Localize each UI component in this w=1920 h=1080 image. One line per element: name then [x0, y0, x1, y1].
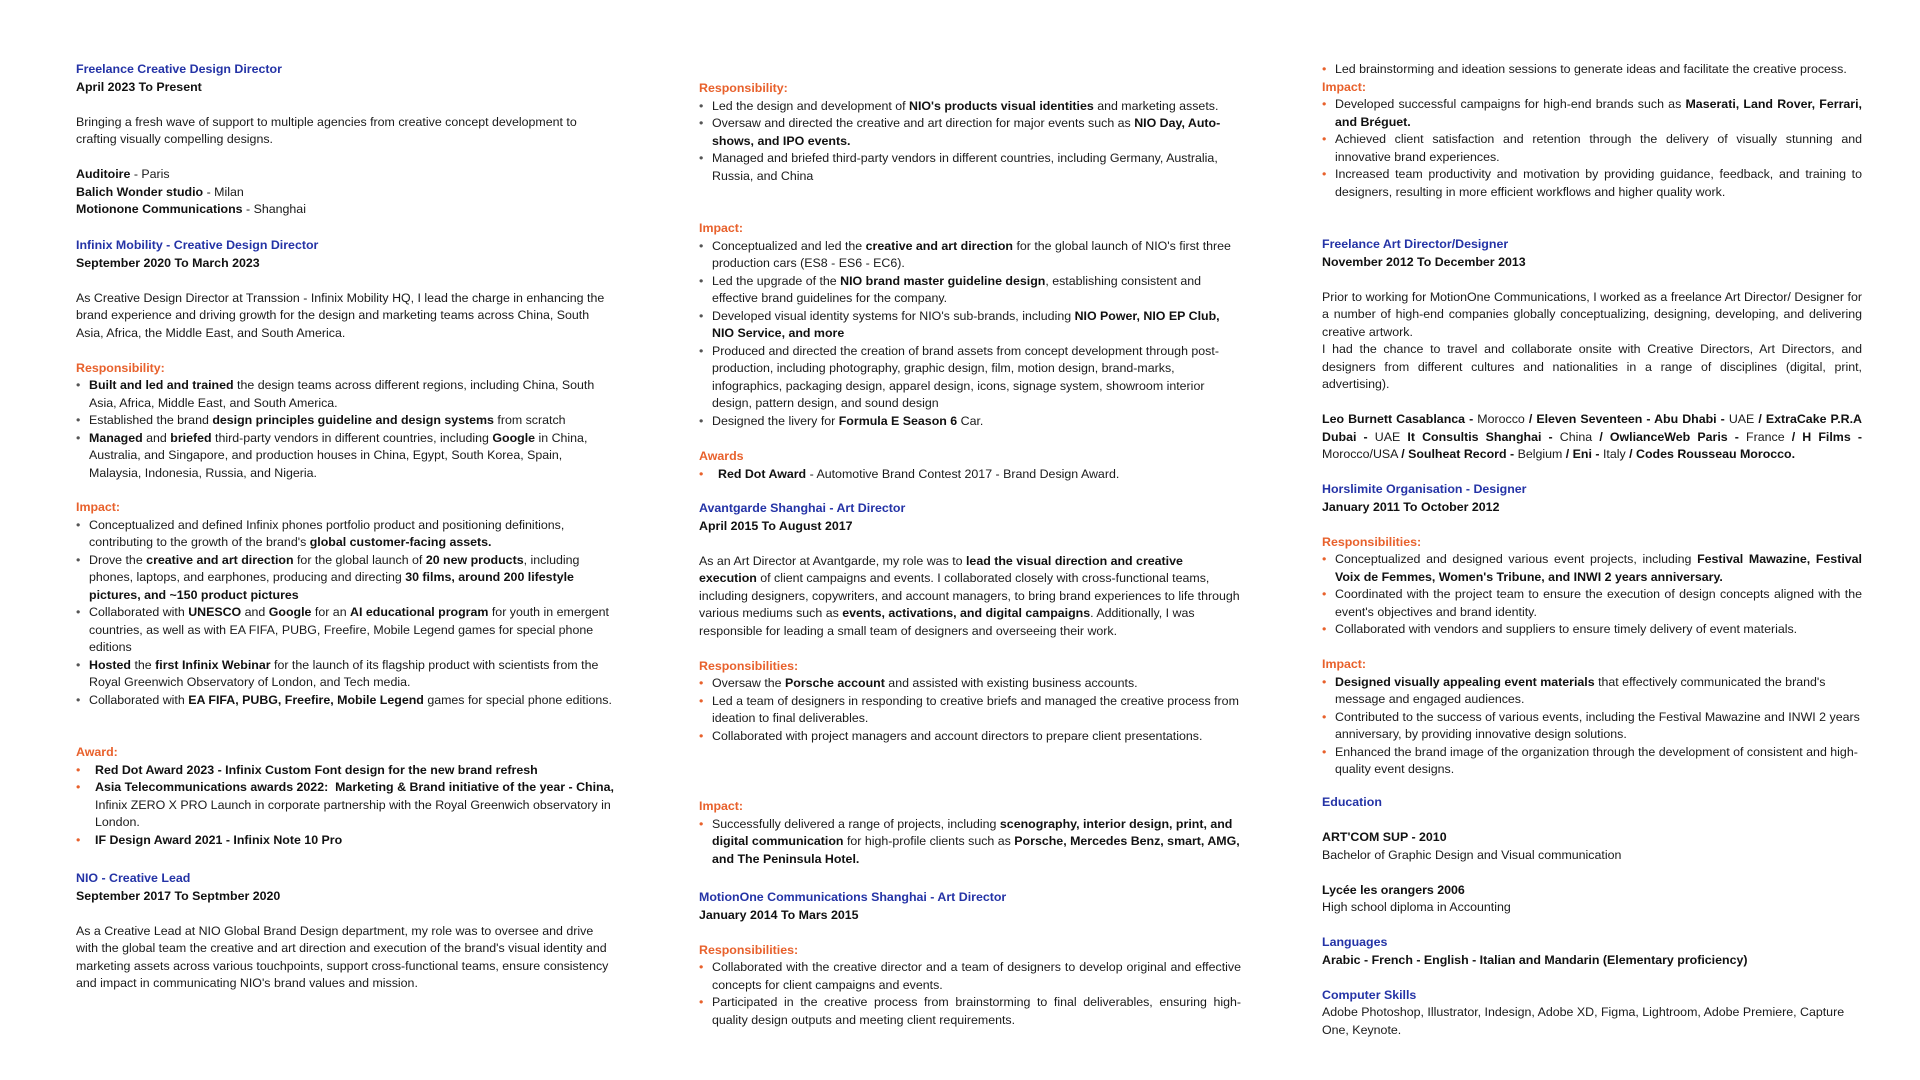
impact-list	[1322, 96, 1862, 201]
job-motionone	[699, 889, 1241, 1029]
responsibility-list	[1322, 551, 1862, 639]
client-location: - Paris	[130, 167, 170, 181]
job-date: April 2023 To Present	[76, 79, 202, 94]
responsibility-list	[699, 98, 1241, 186]
responsibility-list	[699, 959, 1241, 1029]
list-item: • Collaborated with vendors and suppliers to ensure timely delivery of event materials.	[1322, 621, 1862, 639]
list-item: • Conceptualized and designed various event projects, including Festival Mawazine, Festival Voix de Femmes, Women's Tribune, and INWI 2 years anniversary.	[1322, 551, 1862, 586]
list-item: • Red Dot Award 2023 - Infinix Custom Font design for the new brand refresh	[76, 762, 616, 780]
list-item: • Oversaw and directed the creative and art direction for major events such as NIO Day, Auto-shows, and IPO events.	[699, 115, 1241, 150]
job-title: NIO - Creative Lead	[76, 871, 191, 885]
responsibility-heading: Responsibility:	[76, 360, 165, 375]
impact-heading: Impact:	[699, 799, 744, 813]
nio-impact	[699, 220, 1241, 430]
list-item: • Asia Telecommunications awards 2022: Marketing & Brand initiative of the year - China, Infinix ZERO X PRO Launch in corporate partnership with the Royal Greenwich observatory in London.	[76, 779, 616, 832]
list-item: • Contributed to the success of various events, including the Festival Mawazine and INWI 2 years anniversary, by providing innovative design solutions.	[1322, 709, 1862, 744]
list-item: • Enhanced the brand image of the organization through the development of consistent and high-quality event designs.	[1322, 744, 1862, 779]
job-summary: Bringing a fresh wave of support to multiple agencies from creative concept development to crafting visually compelling designs.	[76, 114, 577, 146]
list-item: • Hosted the first Infinix Webinar for the launch of its flagship product with scientists from the Royal Greenwich Observatory of London, and Tech media.	[76, 657, 616, 692]
responsibility-list	[699, 675, 1241, 745]
client-name: Auditoire	[76, 167, 131, 181]
awards-heading: Awards	[699, 449, 744, 463]
client-item	[76, 201, 616, 219]
list-item: • Led brainstorming and ideation sessions to generate ideas and facilitate the creative process.	[1322, 61, 1862, 79]
list-item: • Participated in the creative process from brainstorming to final deliverables, ensuring high-quality design outputs and meeting client requirements.	[699, 994, 1241, 1029]
list-item: • Led a team of designers in responding to creative briefs and managed the creative process from ideation to final deliverables.	[699, 693, 1241, 728]
list-item: • Successfully delivered a range of projects, including scenography, interior design, print, and digital communication for high-profile clients such as Porsche, Mercedes Benz, smart, AMG, and The Peninsula Hotel.	[699, 816, 1241, 869]
job-horslimite	[1322, 481, 1862, 779]
languages-text: Arabic - French - English - Italian and Mandarin (Elementary proficiency)	[1322, 952, 1748, 967]
impact-list	[76, 517, 616, 710]
award-list	[76, 762, 616, 850]
impact-heading: Impact:	[699, 221, 744, 235]
motionone-continued	[1322, 61, 1862, 201]
impact-list	[699, 816, 1241, 869]
avantgarde-impact	[699, 798, 1241, 868]
school-2: Lycée les orangers 2006	[1322, 882, 1465, 897]
job-summary-2: I had the chance to travel and collaborate onsite with Creative Directors, Art Directors, and designers from different cultures and nationalities in a range of disciplines (digital, print, advertising).	[1322, 342, 1862, 391]
infinix-impact	[76, 499, 616, 709]
languages-heading: Languages	[1322, 935, 1388, 949]
responsibility-heading: Responsibility:	[699, 81, 788, 95]
job-title: Freelance Creative Design Director	[76, 62, 282, 76]
job-date: January 2014 To Mars 2015	[699, 907, 859, 922]
job-summary: As Creative Design Director at Transsion - Infinix Mobility HQ, I lead the charge in enhancing the brand experience and driving growth for the design and marketing teams across China, South Asia, Africa, the Middle East, and South America.	[76, 290, 605, 340]
job-title: MotionOne Communications Shanghai - Art Director	[699, 890, 1007, 904]
computer-skills-text: Adobe Photoshop, Illustrator, Indesign, Adobe XD, Figma, Lightroom, Adobe Premiere, Capture One, Keynote.	[1322, 1005, 1845, 1037]
list-item: • IF Design Award 2021 - Infinix Note 10 Pro	[76, 832, 616, 850]
list-item: • Collaborated with UNESCO and Google for an AI educational program for youth in emergent countries, as well as with EA FIFA, PUBG, Freefire, Mobile Legend games for special phone editions	[76, 604, 616, 657]
award-heading: Award:	[76, 745, 118, 759]
list-item: • Increased team productivity and motivation by providing guidance, feedback, and training to designers, resulting in more efficient workflows and higher quality work.	[1322, 166, 1862, 201]
list-item: • Built and led and trained the design teams across different regions, including China, South Asia, Africa, Middle East, and South America.	[76, 377, 616, 412]
list-item: • Achieved client satisfaction and retention through the delivery of visually stunning and innovative brand experiences.	[1322, 131, 1862, 166]
education-heading: Education	[1322, 795, 1382, 809]
list-item: • Collaborated with the creative director and a team of designers to develop original and effective concepts for client campaigns and events.	[699, 959, 1241, 994]
award-list	[699, 466, 1241, 484]
client-item	[76, 166, 616, 184]
job-date: September 2017 To Septmber 2020	[76, 888, 281, 903]
responsibility-heading: Responsibilities:	[699, 942, 799, 957]
list-item: • Collaborated with EA FIFA, PUBG, Freefire, Mobile Legend games for special phone editions.	[76, 692, 616, 710]
impact-heading: Impact:	[76, 500, 121, 514]
client-list: Leo Burnett Casablanca - Morocco / Eleven Seventeen - Abu Dhabi - UAE / ExtraCake P.R.A Dubai - UAE It Consultis Shanghai - China / OwlianceWeb Paris - France / H Films - Morocco/USA / Soulheat Record - Belgium / Eni - Italy / Codes Rousseau Morocco.	[1322, 412, 1862, 461]
degree-2: High school diploma in Accounting	[1322, 900, 1511, 914]
list-item: • Designed the livery for Formula E Season 6 Car.	[699, 413, 1241, 431]
list-item: • Developed successful campaigns for high-end brands such as Maserati, Land Rover, Ferrari, and Bréguet.	[1322, 96, 1862, 131]
responsibility-heading: Responsibilities:	[1322, 534, 1422, 549]
degree-1: Bachelor of Graphic Design and Visual communication	[1322, 847, 1622, 862]
job-summary: Prior to working for MotionOne Communications, I worked as a freelance Art Director/ Designer for a number of high-end companies globally conceptualizing, designing, developing, and delivering creative artwork.	[1322, 289, 1862, 339]
list-item: • Conceptualized and led the creative and art direction for the global launch of NIO's first three production cars (ES8 - ES6 - EC6).	[699, 238, 1241, 273]
job-date: April 2015 To August 2017	[699, 518, 853, 533]
impact-heading: Impact:	[1322, 657, 1367, 671]
job-avantgarde	[699, 500, 1241, 745]
responsibility-list	[76, 377, 616, 482]
list-item: • Drove the creative and art direction for the global launch of 20 new products, including phones, laptops, and earphones, producing and directing 30 films, around 200 lifestyle pictures, and ~150 product pictures	[76, 552, 616, 605]
list-item: • Red Dot Award - Automotive Brand Contest 2017 - Brand Design Award.	[699, 466, 1241, 484]
impact-list	[699, 238, 1241, 431]
list-item: • Designed visually appealing event materials that effectively communicated the brand's message and engaged audiences.	[1322, 674, 1862, 709]
responsibility-heading: Responsibilities:	[699, 658, 799, 673]
computer-skills-heading: Computer Skills	[1322, 987, 1417, 1002]
job-summary: As a Creative Lead at NIO Global Brand Design department, my role was to oversee and drive with the global team the creative and art direction and execution of the brand's visual identity and marketing assets across various touchpoints, support cross-functional teams, ensure consistency and impact in communicating NIO's brand values and mission.	[76, 923, 609, 990]
job-title: Avantgarde Shanghai - Art Director	[699, 501, 906, 515]
list-item: • Managed and briefed third-party vendors in different countries, including Google in China, Australia, and Singapore, and production houses in China, Egypt, South Korea, Spain, Malaysia, Indonesia, Russia, and Nigeria.	[76, 430, 616, 483]
impact-list	[1322, 674, 1862, 779]
list-item: • Collaborated with project managers and account directors to prepare client presentations.	[699, 728, 1241, 746]
list-item: • Coordinated with the project team to ensure the execution of design concepts aligned with the event's objectives and brand identity.	[1322, 586, 1862, 621]
list-item: • Developed visual identity systems for NIO's sub-brands, including NIO Power, NIO EP Club, NIO Service, and more	[699, 308, 1241, 343]
nio-responsibility	[699, 80, 1241, 185]
list-item: • Led the upgrade of the NIO brand master guideline design, establishing consistent and effective brand guidelines for the company.	[699, 273, 1241, 308]
job-date: January 2011 To October 2012	[1322, 499, 1500, 514]
job-freelance-creative-director	[76, 61, 616, 219]
client-location: - Shanghai	[242, 202, 306, 216]
job-title: Horslimite Organisation - Designer	[1322, 482, 1527, 496]
impact-heading: Impact:	[1322, 79, 1367, 94]
list-item: • Produced and directed the creation of brand assets from concept development through post-production, including photography, graphic design, film, motion design, brand-marks, infographics, packaging design, apparel design, icons, signage system, showroom interior design, pattern design, and sound design	[699, 343, 1241, 413]
job-freelance-art-director	[1322, 236, 1862, 464]
infinix-awards	[76, 744, 616, 849]
list-item: • Established the brand design principles guideline and design systems from scratch	[76, 412, 616, 430]
job-summary: As an Art Director at Avantgarde, my role was to lead the visual direction and creative execution of client campaigns and events. I collaborated closely with cross-functional teams, including designers, copywriters, and account managers, to bring brand experiences to life through various mediums such as events, activations, and digital campaigns. Additionally, I was responsible for leading a small team of designers and overseeing their work.	[699, 553, 1240, 638]
client-location: - Milan	[203, 184, 244, 199]
nio-awards	[699, 448, 1241, 483]
client-name: Motionone Communications	[76, 202, 243, 216]
job-nio	[76, 870, 616, 993]
list-item: • Led the design and development of NIO's products visual identities and marketing assets.	[699, 98, 1241, 116]
client-list	[76, 166, 616, 219]
job-title: Freelance Art Director/Designer	[1322, 237, 1509, 251]
education-section	[1322, 794, 1862, 1039]
job-date: November 2012 To December 2013	[1322, 254, 1526, 269]
job-infinix	[76, 237, 616, 482]
list-item: • Oversaw the Porsche account and assisted with existing business accounts.	[699, 675, 1241, 693]
client-name: Balich Wonder studio	[76, 184, 204, 199]
job-title: Infinix Mobility - Creative Design Director	[76, 238, 319, 252]
list-item: • Conceptualized and defined Infinix phones portfolio product and positioning definitions, contributing to the growth of the brand's global customer-facing assets.	[76, 517, 616, 552]
job-date: September 2020 To March 2023	[76, 255, 260, 270]
responsibility-list-continued	[1322, 61, 1862, 79]
list-item: • Managed and briefed third-party vendors in different countries, including Germany, Australia, Russia, and China	[699, 150, 1241, 185]
school-1: ART'COM SUP - 2010	[1322, 830, 1447, 844]
client-item	[76, 184, 616, 202]
